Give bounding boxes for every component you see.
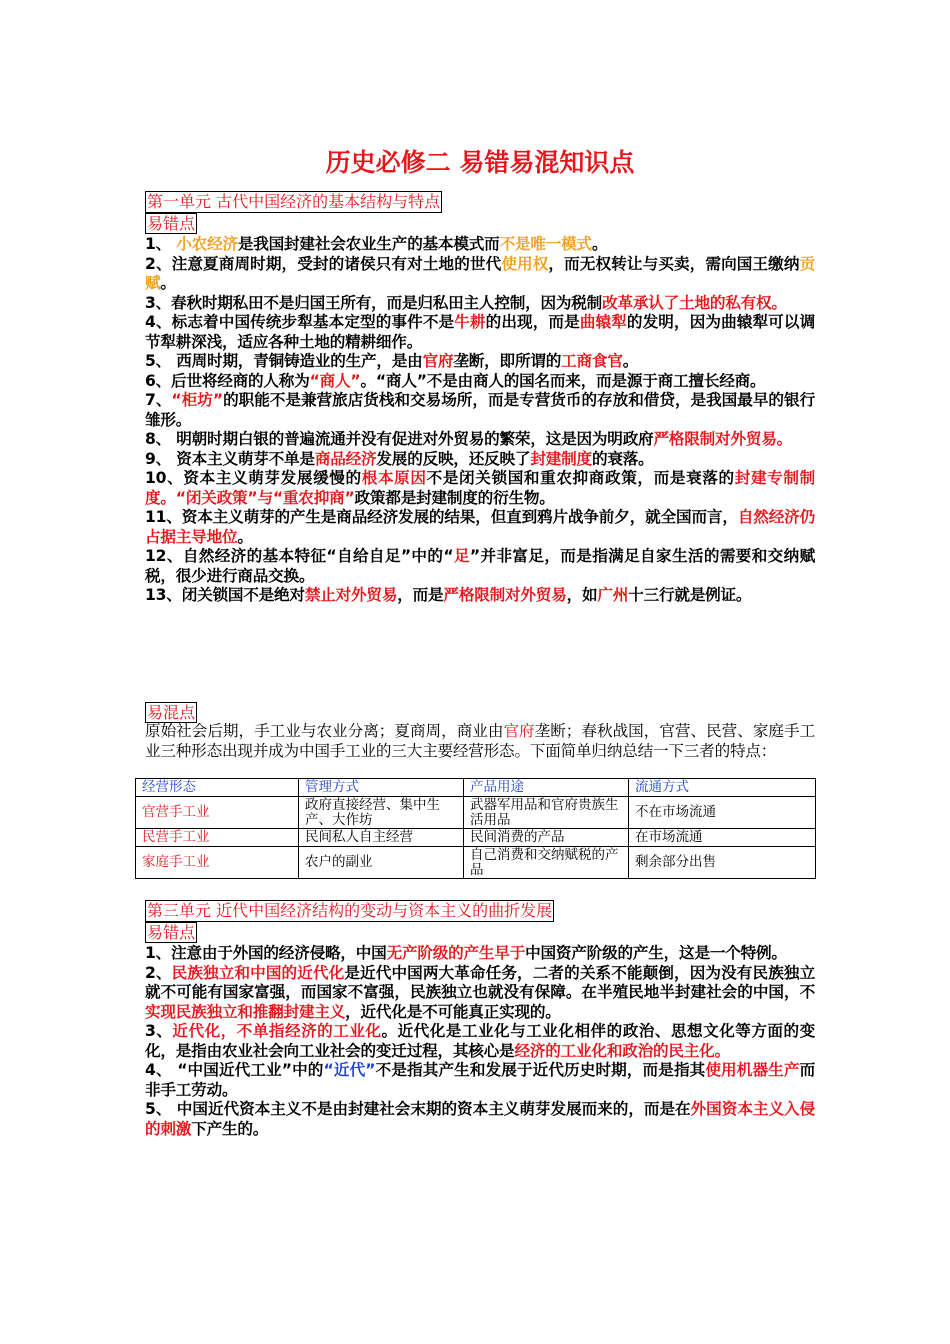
text-run: 外国资本主义入侵的刺激 [145, 1100, 815, 1138]
text-run: 是近代中国两大革命任务，二者的关系不能颠倒，因为没有民族独立就不可能有国家富强，而国家不富强，民族独立也就没有保障。在半殖民地半封建社会的中国，不 [145, 963, 815, 1001]
unit3-items [145, 944, 815, 1139]
table-cell: 在市场流通 [629, 829, 816, 847]
text-run: 曲辕犁 [579, 313, 627, 331]
text-run: 1、 [145, 235, 177, 253]
text-run: 实现民族独立和推翻封建主义 [145, 1002, 346, 1021]
list-item [145, 944, 815, 964]
text-run: 8、 明朝时期白银的普遍流通并没有促进对外贸易的繁荣，这是因为明政府 [145, 430, 654, 448]
text-run: 近代化，不单指经济的工业化 [172, 1022, 382, 1040]
text-run: “柜坊” [171, 391, 223, 409]
text-run: 的职能不是兼营旅店货栈和交易场所，而是专营货币的存放和借贷，是我国最早的银行雏形。 [145, 391, 815, 429]
confuse-paragraph [145, 722, 815, 761]
text-run: ，如 [566, 586, 598, 604]
text-run: 的出现，而是 [485, 313, 580, 331]
text-run: 5、 西周时期，青铜铸造业的生产，是由 [145, 352, 423, 370]
text-run: 13、闭关锁国不是绝对 [145, 586, 305, 604]
text-run: 广州 [597, 586, 629, 604]
text-run: 3、春秋时期私田不是归国王所有，而是归私田主人控制，因为税制 [145, 293, 603, 312]
table-cell: 农户的副业 [299, 847, 464, 879]
text-run: 中国资产阶级的产生，这是一个特例。 [525, 944, 787, 962]
list-item [145, 235, 815, 255]
table-row [136, 797, 816, 829]
list-item [145, 1061, 815, 1100]
unit1-confuse-label: 易混点 [147, 703, 196, 722]
text-run: 。“商人”不是由商人的国名而来，而是源于商工擅长经商。 [360, 371, 766, 390]
list-item [145, 430, 815, 450]
unit1-error-label: 易错点 [147, 214, 196, 233]
unit3-error-label-block [145, 922, 815, 943]
table-cell: 自己消费和交纳赋税的产品 [464, 847, 629, 879]
text-run: 。 [237, 527, 253, 546]
text-run: 不是闭关锁国和重农抑商政策，而是衰落的 [426, 469, 735, 487]
list-item [145, 469, 815, 508]
list-item [145, 508, 815, 547]
text-run: 4、 “中国近代工业”中的 [145, 1061, 324, 1079]
text-run: 。近代化是工业化与工业化相伴的政治、思想文化等方面的变化，是指由农业社会向工业社会的变迁过程，其核心是 [145, 1022, 815, 1060]
text-run: 官府 [422, 352, 454, 370]
text-run: 10、资本主义萌芽发展缓慢的 [145, 469, 362, 487]
table-cell: 民营手工业 [136, 829, 299, 847]
text-run: 4、标志着中国传统步犁基本定型的事件不是 [145, 313, 455, 331]
text-run: 不是指其产生和发展于近代历史时期，而是指其 [375, 1061, 706, 1079]
table-header: 管理方式 [299, 779, 464, 797]
list-item [145, 1100, 815, 1139]
text-run: 商品经济 [314, 449, 377, 468]
table-header: 经营形态 [136, 779, 299, 797]
table-cell: 不在市场流通 [629, 797, 816, 829]
unit1-items [145, 235, 815, 606]
list-item [145, 547, 815, 586]
text-run: 1、注意由于外国的经济侵略，中国 [145, 944, 387, 962]
text-run: 民族独立和中国的近代化 [171, 963, 345, 982]
text-run: 严格限制对外贸易 [443, 586, 567, 604]
text-run: 政策都是封建制度的衍生物。 [354, 488, 555, 507]
text-run: 的衰落。 [591, 449, 654, 468]
text-run: 的发明，因为曲辕犁可以调节犁耕深浅，适应各种土地的精耕细作。 [145, 313, 815, 351]
list-item [145, 391, 815, 430]
list-item [145, 586, 815, 606]
text-run: ，而无权转让与买卖，需向国王缴纳 [548, 254, 800, 273]
text-run: 。 [622, 352, 639, 370]
text-run: 原始社会后期，手工业与农业分离；夏商周，商业由 [145, 722, 504, 740]
text-run: 12、自然经济的基本特征“自给自足”中的“ [145, 547, 454, 565]
text-run: 2、注意夏商周时期，受封的诸侯只有对土地的世代 [145, 254, 502, 273]
text-run: 禁止对外贸易 [304, 586, 398, 604]
table-cell: 官营手工业 [136, 797, 299, 829]
unit1-confuse-text [145, 722, 815, 761]
text-run: 工商食官 [561, 352, 623, 370]
text-run: 改革承认了土地的私有权。 [602, 293, 787, 312]
text-run: 5、 中国近代资本主义不是由封建社会末期的资本主义萌芽发展而来的，而是在 [145, 1100, 691, 1118]
table-cell: 家庭手工业 [136, 847, 299, 879]
list-item [145, 313, 815, 352]
text-run: 。 [160, 274, 176, 292]
text-run: 11、资本主义萌芽的产生是商品经济发展的结果，但直到鸦片战争前夕，就全国而言， [145, 508, 738, 526]
text-run: 2、 [145, 963, 172, 982]
table-cell: 民间消费的产品 [464, 829, 629, 847]
unit1-error-label-block [145, 213, 815, 234]
text-run: 官府 [503, 722, 535, 740]
list-item [145, 450, 815, 470]
text-run: 自然经济仍占据主导地位 [145, 508, 815, 546]
text-run: 小农经济 [176, 235, 238, 253]
unit1-heading-block [145, 191, 815, 213]
text-run: 使用权 [501, 254, 549, 273]
text-run: 3、 [145, 1022, 173, 1040]
unit3-error-label: 易错点 [147, 923, 196, 942]
page-title: 历史必修二 易错易混知识点 [325, 148, 635, 177]
table-row [136, 829, 816, 847]
text-run: 垄断，即所谓的 [453, 352, 562, 370]
text-run: 6、后世将经商的人称为 [145, 371, 310, 390]
text-run: ，而是 [397, 586, 444, 604]
list-item [145, 1022, 815, 1061]
list-item [145, 352, 815, 372]
text-run: 根本原因 [361, 469, 427, 487]
text-run: 7、 [145, 391, 172, 409]
list-item [145, 294, 815, 314]
text-run: 经济的工业化和政治的民主化。 [514, 1041, 730, 1060]
list-item [145, 255, 815, 294]
text-run: 足 [453, 547, 470, 565]
text-run: “商人” [309, 371, 361, 390]
text-run: 而非手工劳动。 [145, 1061, 815, 1099]
text-run: “近代” [323, 1061, 376, 1079]
text-run: 封建专制制度。“闭关政策”与“重农抑商” [145, 469, 815, 507]
table-cell: 武器军用品和官府贵族生活用品 [464, 797, 629, 829]
text-run: 贡赋 [145, 254, 815, 292]
list-item [145, 964, 815, 1023]
table-cell: 民间私人自主经营 [299, 829, 464, 847]
text-run: ，近代化是不可能真正实现的。 [345, 1002, 561, 1021]
text-run: 使用机器生产 [705, 1061, 800, 1079]
text-run: 下产生的。 [191, 1119, 269, 1138]
text-run: 十三行就是例证。 [628, 586, 752, 604]
unit3-heading: 第三单元 近代中国经济结构的变动与资本主义的曲折发展 [147, 901, 553, 920]
unit3-heading-block [145, 900, 815, 922]
table-cell: 剩余部分出售 [629, 847, 816, 879]
text-run: 严格限制对外贸易。 [653, 430, 793, 448]
table-header: 产品用途 [464, 779, 629, 797]
text-run: ”并非富足，而是指满足自家生活的需要和交纳赋税，很少进行商品交换。 [145, 547, 815, 585]
text-run: 封建制度 [530, 449, 592, 468]
text-run: 牛耕 [454, 313, 486, 331]
unit1-heading: 第一单元 古代中国经济的基本结构与特点 [147, 192, 441, 211]
text-run: 是我国封建社会农业生产的基本模式而 [237, 235, 500, 253]
table-header: 流通方式 [629, 779, 816, 797]
unit1-confuse-label-block [145, 702, 815, 723]
text-run: 垄断；春秋战国，官营、民营、家庭手工业三种形态出现并成为中国手工业的三大主要经营形态。下面简单归纳总结一下三者的特点： [145, 722, 815, 760]
text-run: 。 [591, 235, 608, 253]
text-run: 不是唯一模式 [499, 235, 592, 253]
table-row [136, 847, 816, 879]
table-cell: 政府直接经营、集中生产、大作坊 [299, 797, 464, 829]
handicraft-table [135, 778, 816, 879]
table-header-row [136, 779, 816, 797]
list-item [145, 372, 815, 392]
text-run: 9、 资本主义萌芽不单是 [145, 449, 315, 468]
text-run: 无产阶级的产生早于 [386, 944, 526, 962]
text-run: 发展的反映，还反映了 [376, 449, 531, 468]
